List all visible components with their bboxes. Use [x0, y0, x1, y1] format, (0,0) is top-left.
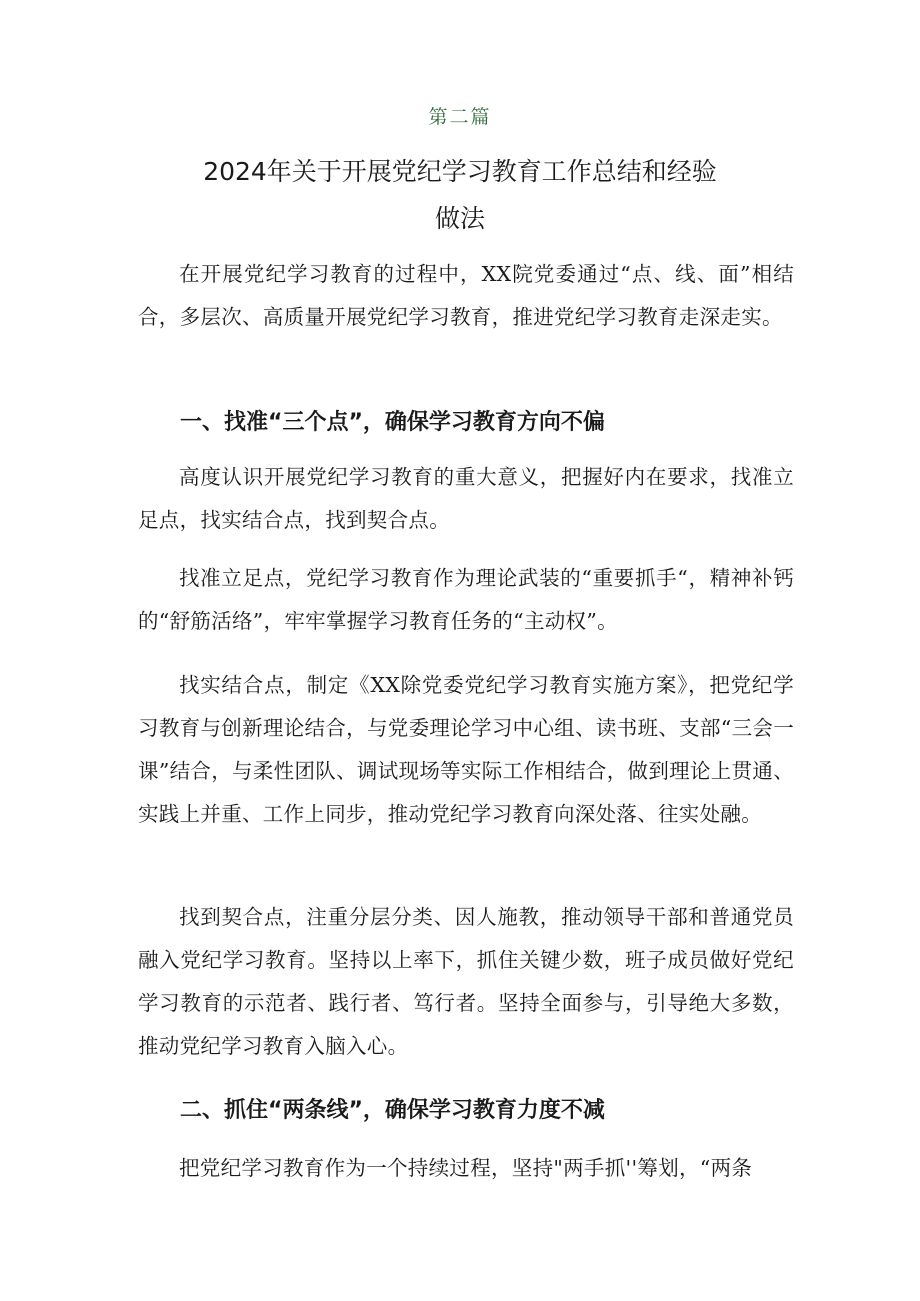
section-1-paragraph-4: 找到契合点，注重分层分类、因人施教，推动领导干部和普通党员融入党纪学习教育。坚持以上率下，抓住关键少数，班子成员做好党纪学习教育的示范者、践行者、笃行者。坚持全面参与，引导绝大多数，推动党纪学习教育入脑入心。 [138, 905, 794, 1058]
document-title-line-2: 做法 [434, 204, 485, 233]
intro-paragraph: 在开展党纪学习教育的过程中，XX院党委通过“点、线、面”相结合，多层次、高质量开展党纪学习教育，推进党纪学习教育走深走实。 [138, 262, 794, 329]
section-1-paragraph-1: 高度认识开展党纪学习教育的重大意义，把握好内在要求，找准立足点，找实结合点，找到契合点。 [138, 465, 794, 532]
section-1-heading: 一、找准“三个点”，确保学习教育方向不偏 [180, 410, 605, 435]
section-1-paragraph-3: 找实结合点，制定《XX除党委党纪学习教育实施方案》，把党纪学习教育与创新理论结合，与党委理论学习中心组、读书班、支部“三会一课”结合，与柔性团队、调试现场等实际工作相结合，做到理论上贯通、实践上并重、工作上同步，推动党纪学习教育向深处落、往实处融。 [138, 673, 794, 826]
section-2-paragraph-1: 把党纪学习教育作为一个持续过程，坚持"两手抓''筹划，“两条 [179, 1156, 753, 1180]
section-1-paragraph-2: 找准立足点，党纪学习教育作为理论武装的“重要抓手“，精神补钙的“舒筋活络”，牢牢掌握学习教育任务的“主动权”。 [138, 566, 794, 633]
document-title-line-1: 2024年关于开展党纪学习教育工作总结和经验 [203, 157, 717, 186]
section-2-heading: 二、抓住“两条线”，确保学习教育力度不减 [180, 1098, 605, 1123]
chapter-label: 第二篇 [428, 106, 492, 128]
